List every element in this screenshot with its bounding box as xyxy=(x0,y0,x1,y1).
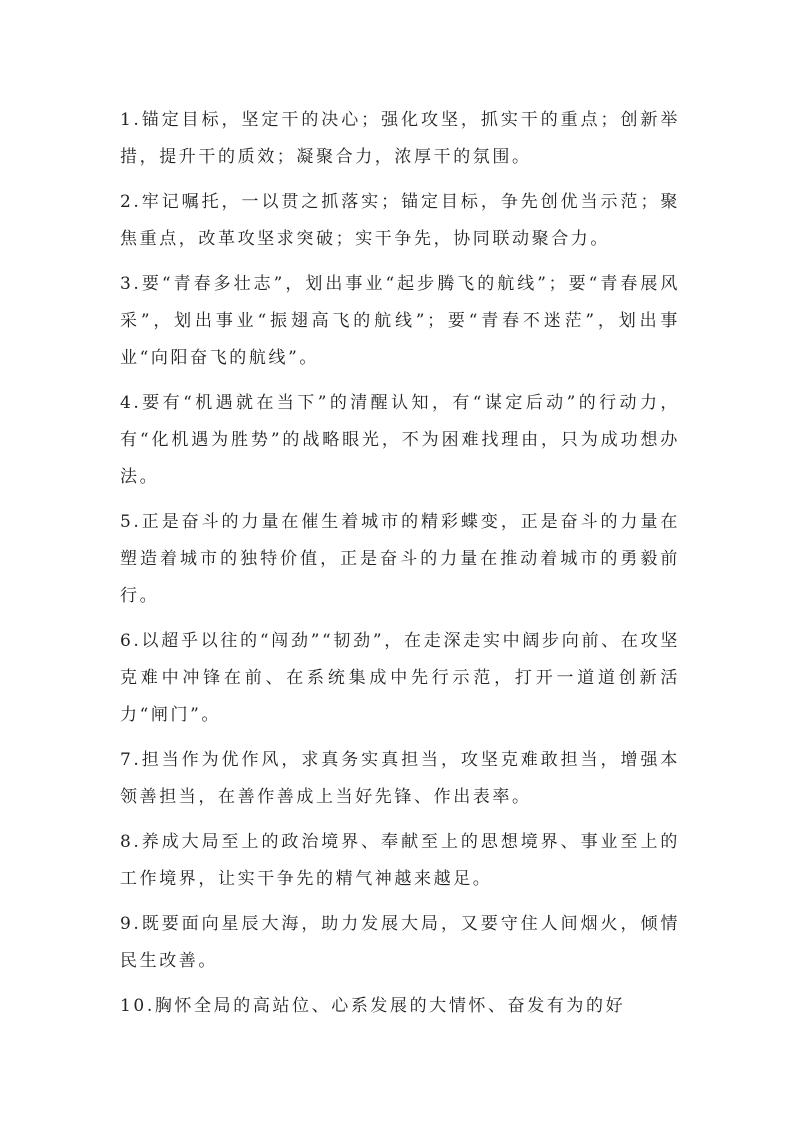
paragraph-5: 5.正是奋斗的力量在催生着城市的精彩蝶变，正是奋斗的力量在塑造着城市的独特价值，正是奋斗的力量在推动着城市的勇毅前行。 xyxy=(120,512,680,606)
paragraph-2: 2.牢记嘱托，一以贯之抓落实；锚定目标，争先创优当示范；聚焦重点，改革攻坚求突破；实干争先，协同联动聚合力。 xyxy=(120,192,680,249)
paragraph-1: 1.锚定目标，坚定干的决心；强化攻坚，抓实干的重点；创新举措，提升干的质效；凝聚合力，浓厚干的氛围。 xyxy=(120,110,680,167)
paragraph-9: 9.既要面向星辰大海，助力发展大局，又要守住人间烟火，倾情民生改善。 xyxy=(120,914,680,971)
paragraph-10: 10.胸怀全局的高站位、心系发展的大情怀、奋发有为的好 xyxy=(120,996,626,1016)
paragraph-8: 8.养成大局至上的政治境界、奉献至上的思想境界、事业至上的工作境界，让实干争先的精气神越来越足。 xyxy=(120,832,680,889)
paragraph-3: 3.要“青春多壮志”，划出事业“起步腾飞的航线”；要“青春展风采”，划出事业“振翅高飞的航线”；要“青春不迷茫”，划出事业“向阳奋飞的航线”。 xyxy=(120,274,680,368)
paragraph-7: 7.担当作为优作风，求真务实真担当，攻坚克难敢担当，增强本领善担当，在善作善成上当好先锋、作出表率。 xyxy=(120,750,680,807)
paragraph-4: 4.要有“机遇就在当下”的清醒认知，有“谋定后动”的行动力，有“化机遇为胜势”的战略眼光，不为困难找理由，只为成功想办法。 xyxy=(120,393,680,487)
paragraph-6: 6.以超乎以往的“闯劲”“韧劲”，在走深走实中阔步向前、在攻坚克难中冲锋在前、在系统集成中先行示范，打开一道道创新活力“闸门”。 xyxy=(120,631,680,725)
document-body xyxy=(120,102,680,1033)
